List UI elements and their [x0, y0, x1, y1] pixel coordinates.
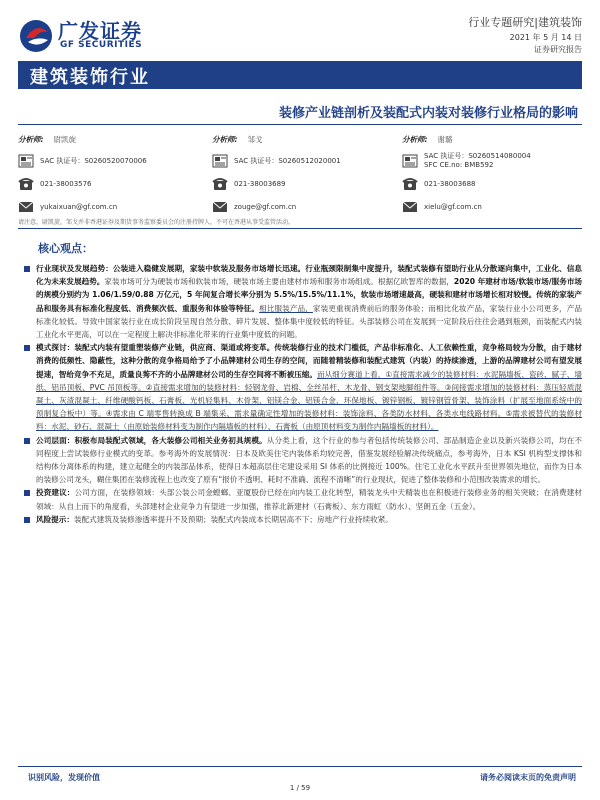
page-number: 1 / 59 [289, 784, 311, 792]
paragraph-industry-status [22, 262, 582, 341]
bullet-icon [24, 517, 30, 523]
analyst-name: 邹戈 [247, 135, 263, 144]
analyst-cert: SAC 执证号：S0260514080004 [424, 152, 531, 160]
gf-logo-icon [18, 18, 54, 54]
para-underlined-text: 而从细分赛道上看，①直接需求减少的装修材料：水泥隔墙板、瓷砖、腻子、墙纸、铝吊顶板、PVC 吊顶板等。②直接需求增加的装修材料：轻钢龙骨、岩棉、全丝吊杆、木龙骨、钢支架地脚组件等。③间接需求增加的装修材料：蒸压轻质混凝土、灰渣混凝土、纤维硬酸钙板、石膏板、光机轻集料、木骨架、铝镁合金、铝镁合金、环保地板、镀锌钢板、镀锌钢管骨架、装饰涂料（扩展至地面系统中的预制复合板中）等。④需求由 C 端零售转换成 B 端集采、需求量确定性增加的装修材料：装饰涂料、各类防水材料、各类水电线路材料。⑤需求被替代的装修材料：水泥、砂石、混凝土（由原始装修材料变为制作内隔墙板的材料）、石膏板（由原顶材料变为制作内隔墙板的材料）。 [36, 369, 582, 432]
analyst-name: 尉凯旋 [53, 135, 76, 144]
footer-divider [18, 766, 582, 767]
report-date: 2021 年 5 月 14 日 [509, 33, 582, 42]
core-views-heading: 核心观点： [38, 242, 93, 255]
para-text: 家装市场可分为硬装市场和软装市场，硬装市场主要由建材市场和服务市场组成。根据亿欧智库的数据， [104, 277, 454, 287]
analyst-cert-sfc: SFC CE.no: BMB592 [424, 161, 494, 169]
certificate-icon [212, 154, 228, 168]
para-bold-lead: 行业现状及发展趋势：公装进入稳健发展期，家装中软装及服务市场增长迅速。行业瓶颈限制集中度提升，装配式装修有望助行业从分散逐向集中，工业化、信息化为未来发展趋势。 [36, 264, 582, 287]
logo-cn-text: 广发证券 [58, 19, 142, 43]
para-text: 公司方面，在装修领域：头部公装公司金螳螂、亚厦股份已经在向内装工业化转型，精装龙头中天精装也在积极进行装修业务的相关突破；在消费建材领域：从自上而下的角度看，头部建材企业竞争力有望进一步加强，推荐北新建材（石膏板）、东方雨虹（防水）、坚朗五金（五金）。 [36, 488, 583, 511]
para-underlined-text: 相比服装产品， [259, 303, 313, 313]
analyst-email[interactable]: yukaixuan@gf.com.cn [40, 202, 118, 211]
paragraph-risk-warning [22, 513, 582, 526]
para-bold-text: 2020 年建材市场/软装市场/服务市场的规模分别约为 1.06/1.59/0.88 万亿元，5 年间复合增长率分别为 5.5%/15.5%/11.1%，软装市场增速最高，硬装和建材市场增长相对较慢。传统的家装产品和服务具有标准化程度低、消费频次低、重服务和体验等特征。 [36, 277, 583, 313]
email-icon [402, 200, 418, 214]
analyst-card [18, 134, 193, 217]
license-disclaimer: 请注意，尉凯旋，邹戈并非香港证券及期货事务监察委员会的注册持牌人，不可在香港从事受监管活动。 [18, 219, 295, 226]
analyst-phone: 021-38003576 [40, 179, 92, 188]
footer-disclaimer-note: 请务必阅读末页的免责声明 [480, 773, 576, 782]
analyst-email[interactable]: xielu@gf.com.cn [424, 202, 482, 211]
para-text: 从分类上看，这个行业的参与者包括传统装修公司、部品制造企业以及新兴装修公司，均在不同程度上尝试装修行业模式的变革。参考海外的发展情况：日本及欧美住宅内装体系均较完善，借鉴发展经验解决传统痛点，参考海外，日本 KSI 机构型支撑体和结构体分离体系的构建，建立起健全的内装部品体系，使得日本超高层住宅建设采用 SI 体系的比例接近 100%。住宅工业化水平跃升至世界领先地位，而作为日本的装修公司龙头，糊住集团在装修流程上也改变了原有“报价不透明、耗时不准确、流程不清晰”的行业现状，促进了整体装修和小范围改装需求的增长。 [36, 435, 582, 485]
divider-line [18, 124, 582, 125]
banner-title: 建筑装饰行业 [30, 67, 150, 88]
paragraph-company-level [22, 434, 582, 487]
para-text: 家装更重视消费前后的服务体验；而相比化妆产品，家装行业小公司更多，产品标准化较低。导致中国家装行业在成长阶段呈现自然分散、碎片发展、整体集中度较低的特征。头部装修公司在发展到一定阶段后往往会遇到瓶颈，而装配式内装工业化水平更高，可以在一定程度上解决非标准化带来的行业集中度低的问题。 [36, 303, 583, 340]
para-bold-lead: 投资建议： [36, 488, 75, 498]
divider-line [18, 228, 582, 229]
para-bold-lead: 模式探讨：装配式内装有望重塑装修产业链，供应商、渠道或将变革。传统装修行业的技术门槛低，产品非标准化、人工依赖性重，竞争格局较为分散，由于建材消费的低频性、隐蔽性，这种分散的竞争格局给予了小品牌建材公司生存的空间，而随着精装修和装配式建筑（内装）的持续渗透，上游的品牌建材公司有望发展提速，智给竞争不充足，质量良莠不齐的小品牌建材公司的生存空间将不断被压缩。 [36, 343, 582, 379]
analyst-card [402, 134, 577, 217]
bullet-icon [24, 345, 30, 351]
bullet-icon [24, 490, 30, 496]
paragraph-investment-advice [22, 486, 582, 512]
analyst-name: 谢璐 [437, 135, 453, 144]
logo-en-text: GF SECURITIES [60, 40, 143, 50]
email-icon [212, 200, 228, 214]
certificate-icon [18, 154, 34, 168]
para-text: 装配式建筑及装修渗透率提升不及预期；装配式内装成本长期居高不下；房地产行业持续收紧。 [73, 514, 393, 524]
analyst-cert: SAC 执证号：S0260520070006 [40, 156, 147, 165]
analyst-phone: 021-38003688 [424, 179, 476, 188]
analyst-email[interactable]: zouge@gf.com.cn [234, 202, 297, 211]
report-type: 行业专题研究|建筑装饰 [468, 16, 582, 29]
core-views-body [22, 262, 582, 526]
analyst-cert: SAC 执证号：S0260512020001 [234, 156, 341, 165]
phone-icon [212, 177, 228, 191]
email-icon [18, 200, 34, 214]
analyst-label: 分析师: [402, 135, 428, 144]
para-bold-lead: 公司层面：积极布局装配式领域，各大装修公司相关业务初具规模。 [36, 435, 267, 445]
analyst-label: 分析师: [212, 135, 238, 144]
analyst-phone: 021-38003689 [234, 179, 286, 188]
footer-slogan: 识别风险，发现价值 [28, 773, 100, 782]
para-bold-lead: 风险提示： [36, 514, 74, 524]
bullet-icon [24, 266, 30, 272]
bullet-icon [24, 438, 30, 444]
paragraph-model-discussion [22, 341, 582, 433]
certificate-icon [402, 154, 418, 168]
analyst-label: 分析师: [18, 135, 44, 144]
report-kind: 证券研究报告 [534, 45, 582, 54]
phone-icon [402, 177, 418, 191]
phone-icon [18, 177, 34, 191]
analyst-card [212, 134, 387, 217]
report-subtitle: 装修产业链剖析及装配式内装对装修行业格局的影响 [278, 106, 578, 121]
